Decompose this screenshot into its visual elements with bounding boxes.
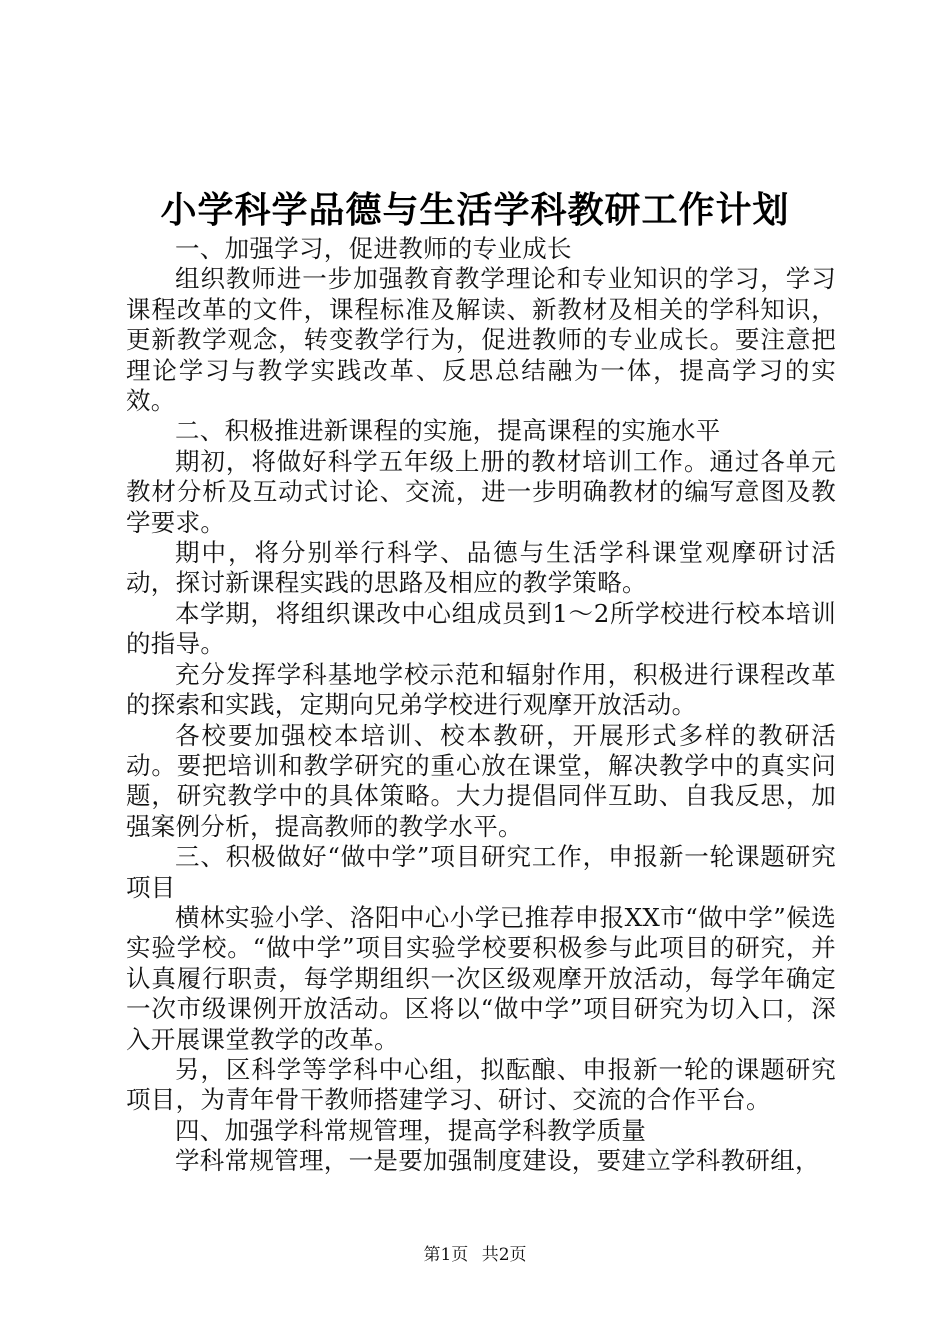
paragraph: 各校要加强校本培训、校本教研，开展形式多样的教研活动。要把培训和教学研究的重心放在课堂，解决教学中的真实问题，研究教学中的具体策略。大力提倡同伴互助、自我反思，加强案例分析，提高教师的教学水平。 xyxy=(126,720,836,841)
paragraph: 期初，将做好科学五年级上册的教材培训工作。通过各单元教材分析及互动式讨论、交流，进一步明确教材的编写意图及教学要求。 xyxy=(126,446,836,537)
section-heading-3: 三、积极做好“做中学”项目研究工作，申报新一轮课题研究项目 xyxy=(126,842,836,902)
paragraph: 期中，将分别举行科学、品德与生活学科课堂观摩研讨活动，探讨新课程实践的思路及相应的教学策略。 xyxy=(126,538,836,598)
document-body xyxy=(126,234,836,1177)
page-number-current: 第1页 xyxy=(423,1245,469,1265)
page-footer xyxy=(0,1244,950,1266)
paragraph: 充分发挥学科基地学校示范和辐射作用，积极进行课程改革的探索和实践，定期向兄弟学校进行观摩开放活动。 xyxy=(126,659,836,720)
page-number-total: 共2页 xyxy=(481,1245,527,1265)
section-heading-1: 一、加强学习，促进教师的专业成长 xyxy=(175,234,572,263)
paragraph: 另，区科学等学科中心组，拟酝酿、申报新一轮的课题研究项目，为青年骨干教师搭建学习、研讨、交流的合作平台。 xyxy=(126,1054,836,1115)
document-title: 小学科学品德与生活学科教研工作计划 xyxy=(160,189,790,231)
paragraph: 横林实验小学、洛阳中心小学已推荐申报XX市“做中学”候选实验学校。“做中学”项目实验学校要积极参与此项目的研究，并认真履行职责，每学期组织一次区级观摩开放活动，每学年确定一次市级课例开放活动。区将以“做中学”项目研究为切入口，深入开展课堂教学的改革。 xyxy=(126,902,836,1054)
section-heading-4: 四、加强学科常规管理，提高学科教学质量 xyxy=(175,1115,647,1145)
paragraph: 本学期，将组织课改中心组成员到1～2所学校进行校本培训的指导。 xyxy=(126,598,836,659)
section-heading-2: 二、积极推进新课程的实施，提高课程的实施水平 xyxy=(175,416,721,446)
paragraph: 学科常规管理，一是要加强制度建设，要建立学科教研组， xyxy=(175,1146,820,1176)
paragraph: 组织教师进一步加强教育教学理论和专业知识的学习，学习课程改革的文件，课程标准及解读、新教材及相关的学科知识，更新教学观念，转变教学行为，促进教师的专业成长。要注意把理论学习与教学实践改革、反思总结融为一体，提高学习的实效。 xyxy=(126,264,836,416)
